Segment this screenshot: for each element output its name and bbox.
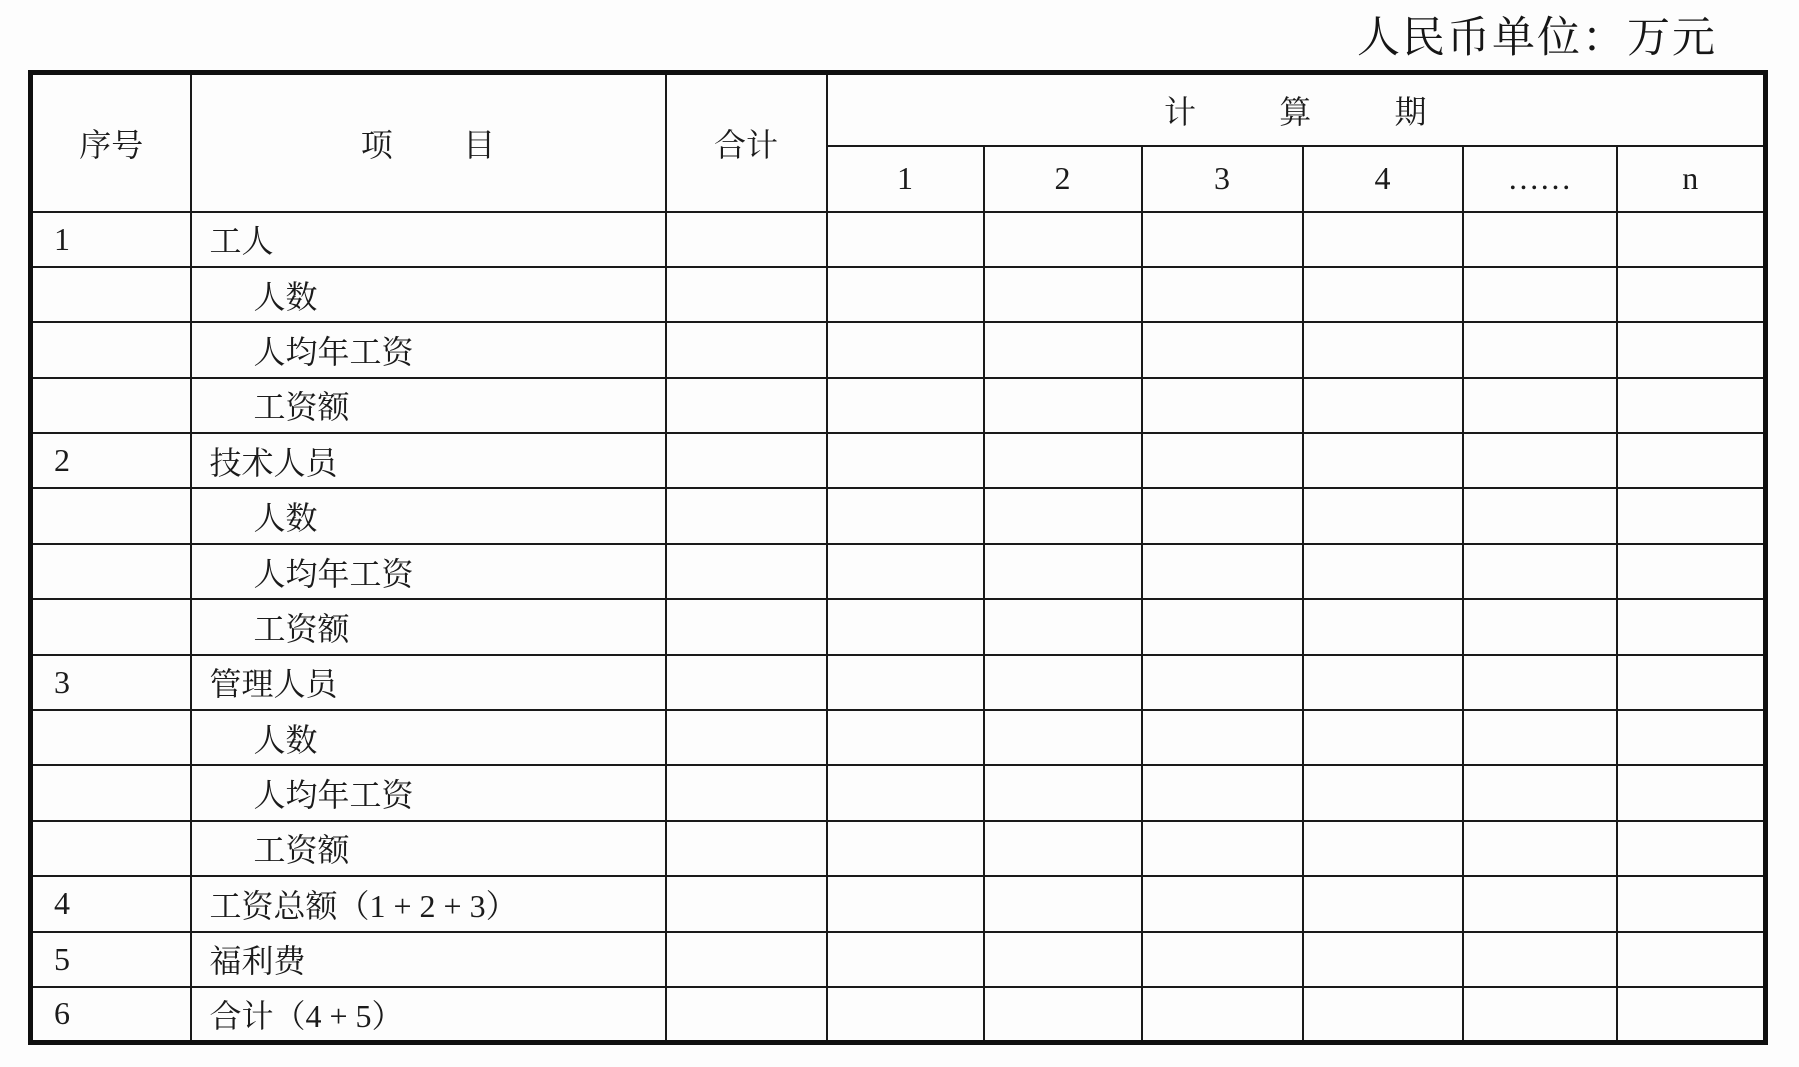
row-period-cell-1 — [827, 876, 984, 931]
row-period-cell-3 — [1142, 378, 1303, 433]
row-total-cell — [666, 212, 827, 267]
row-total-cell — [666, 987, 827, 1043]
row-period-cell-3 — [1142, 655, 1303, 710]
row-item-label: 人数 — [191, 710, 666, 765]
header-period-3: 3 — [1142, 146, 1303, 212]
table-row — [31, 433, 1766, 488]
row-period-cell-5 — [1463, 322, 1617, 377]
row-period-cell-1 — [827, 599, 984, 654]
row-serial: 1 — [31, 212, 191, 267]
row-period-cell-4 — [1303, 987, 1463, 1043]
row-period-cell-6 — [1617, 655, 1766, 710]
row-item-label: 人均年工资 — [191, 765, 666, 820]
row-period-cell-6 — [1617, 987, 1766, 1043]
row-period-cell-2 — [984, 378, 1142, 433]
row-period-cell-5 — [1463, 876, 1617, 931]
row-item-label: 工资额 — [191, 821, 666, 876]
row-period-cell-3 — [1142, 987, 1303, 1043]
row-period-cell-1 — [827, 932, 984, 987]
row-item-label: 福利费 — [191, 932, 666, 987]
row-period-cell-5 — [1463, 710, 1617, 765]
row-period-cell-5 — [1463, 987, 1617, 1043]
row-serial — [31, 544, 191, 599]
header-period-4: 4 — [1303, 146, 1463, 212]
header-item: 项目 — [191, 73, 666, 212]
row-period-cell-1 — [827, 488, 984, 543]
row-period-cell-2 — [984, 876, 1142, 931]
table-row — [31, 212, 1766, 267]
header-row-top — [31, 73, 1766, 146]
row-period-cell-2 — [984, 765, 1142, 820]
row-period-cell-6 — [1617, 488, 1766, 543]
header-period-group: 计算期 — [827, 73, 1766, 146]
row-period-cell-3 — [1142, 544, 1303, 599]
row-total-cell — [666, 710, 827, 765]
row-period-cell-2 — [984, 710, 1142, 765]
table-row — [31, 821, 1766, 876]
currency-unit-note: 人民币单位：万元 — [1357, 15, 1717, 62]
row-period-cell-5 — [1463, 378, 1617, 433]
row-period-cell-1 — [827, 710, 984, 765]
row-period-cell-2 — [984, 433, 1142, 488]
row-total-cell — [666, 267, 827, 322]
row-period-cell-3 — [1142, 765, 1303, 820]
row-period-cell-6 — [1617, 322, 1766, 377]
row-period-cell-2 — [984, 932, 1142, 987]
row-period-cell-6 — [1617, 765, 1766, 820]
row-serial — [31, 821, 191, 876]
row-total-cell — [666, 599, 827, 654]
table-row — [31, 987, 1766, 1043]
row-item-label: 工人 — [191, 212, 666, 267]
header-period-5: …… — [1463, 146, 1617, 212]
wage-calculation-table — [28, 70, 1768, 1045]
table-row — [31, 488, 1766, 543]
row-period-cell-4 — [1303, 488, 1463, 543]
row-item-label: 合计（4 + 5） — [191, 987, 666, 1043]
row-period-cell-6 — [1617, 710, 1766, 765]
row-serial — [31, 488, 191, 543]
table-row — [31, 932, 1766, 987]
row-item-label: 人数 — [191, 267, 666, 322]
row-period-cell-4 — [1303, 322, 1463, 377]
table-row — [31, 599, 1766, 654]
row-period-cell-2 — [984, 987, 1142, 1043]
row-period-cell-4 — [1303, 765, 1463, 820]
row-item-label: 人数 — [191, 488, 666, 543]
row-period-cell-3 — [1142, 932, 1303, 987]
row-total-cell — [666, 544, 827, 599]
row-item-label: 工资额 — [191, 378, 666, 433]
row-period-cell-1 — [827, 433, 984, 488]
row-total-cell — [666, 821, 827, 876]
row-period-cell-5 — [1463, 932, 1617, 987]
row-period-cell-6 — [1617, 821, 1766, 876]
row-total-cell — [666, 765, 827, 820]
row-period-cell-3 — [1142, 267, 1303, 322]
table-row — [31, 322, 1766, 377]
row-period-cell-2 — [984, 488, 1142, 543]
row-period-cell-5 — [1463, 599, 1617, 654]
row-period-cell-4 — [1303, 433, 1463, 488]
row-period-cell-4 — [1303, 710, 1463, 765]
row-period-cell-2 — [984, 267, 1142, 322]
table-row — [31, 876, 1766, 931]
header-total: 合计 — [666, 73, 827, 212]
row-total-cell — [666, 378, 827, 433]
header-period-2: 2 — [984, 146, 1142, 212]
header-serial: 序号 — [31, 73, 191, 212]
row-period-cell-2 — [984, 544, 1142, 599]
row-period-cell-5 — [1463, 488, 1617, 543]
row-period-cell-4 — [1303, 932, 1463, 987]
row-total-cell — [666, 876, 827, 931]
row-total-cell — [666, 655, 827, 710]
row-item-label: 人均年工资 — [191, 322, 666, 377]
row-item-label: 工资总额（1 + 2 + 3） — [191, 876, 666, 931]
row-serial: 2 — [31, 433, 191, 488]
row-serial: 6 — [31, 987, 191, 1043]
row-period-cell-6 — [1617, 433, 1766, 488]
row-item-label: 技术人员 — [191, 433, 666, 488]
row-period-cell-5 — [1463, 544, 1617, 599]
row-serial: 3 — [31, 655, 191, 710]
row-total-cell — [666, 932, 827, 987]
row-period-cell-5 — [1463, 212, 1617, 267]
row-period-cell-2 — [984, 599, 1142, 654]
table-body — [31, 212, 1766, 1043]
row-serial: 5 — [31, 932, 191, 987]
row-period-cell-4 — [1303, 655, 1463, 710]
row-period-cell-2 — [984, 322, 1142, 377]
row-period-cell-6 — [1617, 876, 1766, 931]
row-period-cell-3 — [1142, 433, 1303, 488]
row-period-cell-5 — [1463, 765, 1617, 820]
row-period-cell-1 — [827, 212, 984, 267]
row-period-cell-1 — [827, 987, 984, 1043]
row-period-cell-6 — [1617, 212, 1766, 267]
row-period-cell-3 — [1142, 599, 1303, 654]
row-period-cell-1 — [827, 544, 984, 599]
row-period-cell-2 — [984, 821, 1142, 876]
row-period-cell-4 — [1303, 212, 1463, 267]
row-period-cell-1 — [827, 765, 984, 820]
row-period-cell-4 — [1303, 378, 1463, 433]
row-period-cell-3 — [1142, 821, 1303, 876]
row-serial — [31, 267, 191, 322]
row-period-cell-6 — [1617, 378, 1766, 433]
row-item-label: 人均年工资 — [191, 544, 666, 599]
row-period-cell-2 — [984, 212, 1142, 267]
row-serial — [31, 765, 191, 820]
row-serial — [31, 322, 191, 377]
row-period-cell-3 — [1142, 212, 1303, 267]
table-header — [31, 73, 1766, 212]
row-item-label: 管理人员 — [191, 655, 666, 710]
header-period-6: n — [1617, 146, 1766, 212]
row-period-cell-6 — [1617, 599, 1766, 654]
row-period-cell-1 — [827, 378, 984, 433]
table-row — [31, 267, 1766, 322]
row-period-cell-5 — [1463, 655, 1617, 710]
table-row — [31, 378, 1766, 433]
table-row — [31, 655, 1766, 710]
table-row — [31, 710, 1766, 765]
row-total-cell — [666, 322, 827, 377]
row-serial — [31, 599, 191, 654]
row-period-cell-5 — [1463, 267, 1617, 322]
row-period-cell-6 — [1617, 544, 1766, 599]
row-period-cell-1 — [827, 267, 984, 322]
row-period-cell-6 — [1617, 932, 1766, 987]
row-period-cell-1 — [827, 322, 984, 377]
row-total-cell — [666, 433, 827, 488]
row-serial — [31, 710, 191, 765]
row-total-cell — [666, 488, 827, 543]
row-period-cell-1 — [827, 821, 984, 876]
row-period-cell-5 — [1463, 821, 1617, 876]
table-row — [31, 544, 1766, 599]
row-period-cell-4 — [1303, 267, 1463, 322]
row-period-cell-6 — [1617, 267, 1766, 322]
row-period-cell-3 — [1142, 876, 1303, 931]
row-serial: 4 — [31, 876, 191, 931]
row-period-cell-3 — [1142, 488, 1303, 543]
row-period-cell-3 — [1142, 322, 1303, 377]
header-period-1: 1 — [827, 146, 984, 212]
table-row — [31, 765, 1766, 820]
row-serial — [31, 378, 191, 433]
row-item-label: 工资额 — [191, 599, 666, 654]
row-period-cell-4 — [1303, 876, 1463, 931]
row-period-cell-1 — [827, 655, 984, 710]
row-period-cell-3 — [1142, 710, 1303, 765]
row-period-cell-4 — [1303, 599, 1463, 654]
row-period-cell-2 — [984, 655, 1142, 710]
row-period-cell-5 — [1463, 433, 1617, 488]
row-period-cell-4 — [1303, 821, 1463, 876]
row-period-cell-4 — [1303, 544, 1463, 599]
